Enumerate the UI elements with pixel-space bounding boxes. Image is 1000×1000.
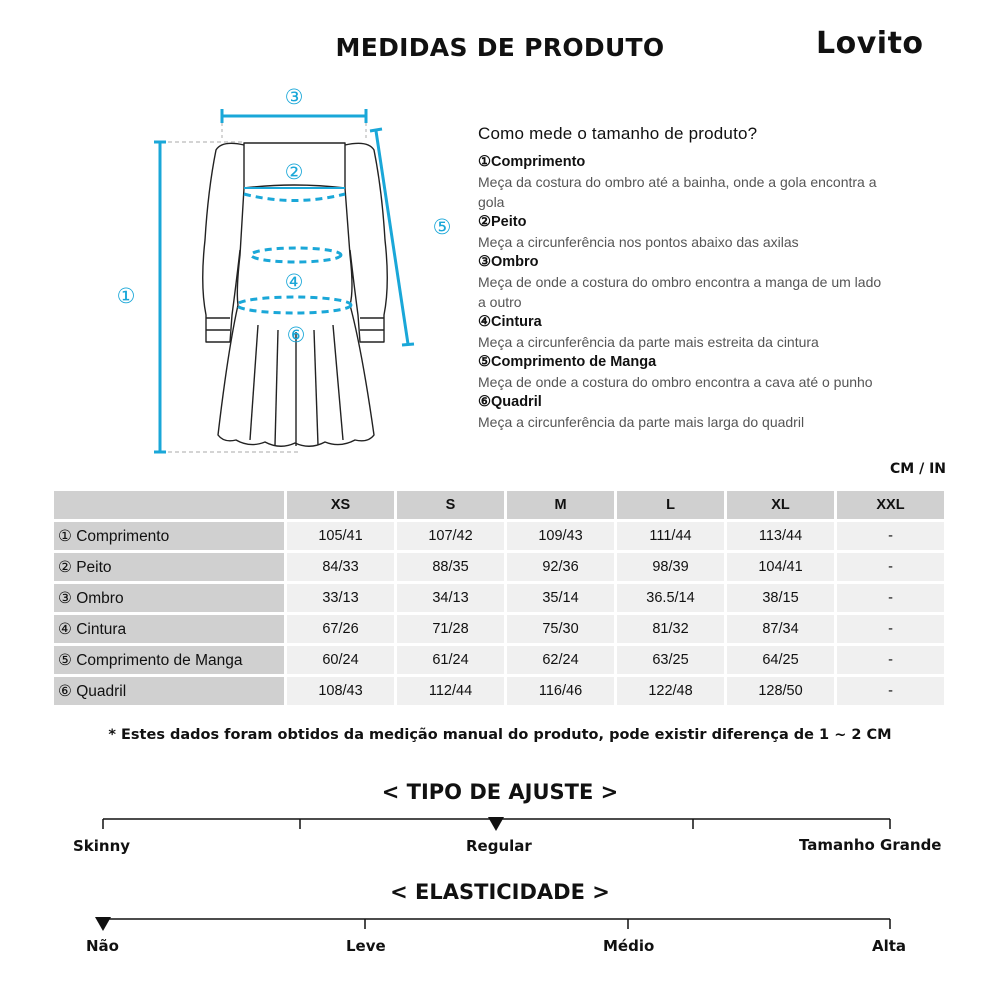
table-cell: 109/43 — [507, 522, 614, 550]
table-cell: 60/24 — [287, 646, 394, 674]
elasticity-scale — [0, 905, 1000, 945]
guide-item-desc: gola — [478, 194, 505, 210]
table-cell: 105/41 — [287, 522, 394, 550]
table-cell: 38/15 — [727, 584, 834, 612]
table-row — [54, 646, 944, 674]
table-cell: 36.5/14 — [617, 584, 724, 612]
table-row — [54, 615, 944, 643]
measurement-note: * Estes dados foram obtidos da medição manual do produto, pode existir diferença de 1 ~ 2 CM — [108, 727, 892, 743]
guide-item-title: ⑤Comprimento de Manga — [478, 354, 657, 370]
elasticity-label-light: Leve — [346, 937, 386, 955]
elasticity-label-medium: Médio — [603, 937, 655, 955]
guide-item — [478, 352, 918, 392]
table-cell: - — [837, 584, 944, 612]
guide-item-title: ⑥Quadril — [478, 394, 542, 410]
table-cell: 128/50 — [727, 677, 834, 705]
dress-diagram — [80, 78, 460, 463]
guide-item — [478, 392, 918, 432]
table-cell: 87/34 — [727, 615, 834, 643]
table-cell: 35/14 — [507, 584, 614, 612]
guide-item-title: ③Ombro — [478, 254, 539, 270]
table-cell: 33/13 — [287, 584, 394, 612]
table-cell: 75/30 — [507, 615, 614, 643]
table-corner — [54, 491, 284, 519]
table-cell: 113/44 — [727, 522, 834, 550]
guide-item-title: ①Comprimento — [478, 154, 586, 170]
table-header-row — [54, 491, 944, 519]
table-cell: 62/24 — [507, 646, 614, 674]
marker-length: ① — [116, 284, 136, 308]
table-cell: 67/26 — [287, 615, 394, 643]
table-cell: 108/43 — [287, 677, 394, 705]
size-header: M — [507, 491, 614, 519]
fit-selected-marker — [488, 817, 504, 831]
guide-item-title: ②Peito — [478, 214, 527, 230]
guide-heading: Como mede o tamanho de produto? — [478, 124, 758, 143]
row-label: ⑤ Comprimento de Manga — [54, 646, 284, 674]
guide-item-desc: Meça de onde a costura do ombro encontra a manga de um lado — [478, 274, 882, 290]
guide-item — [478, 252, 918, 312]
measurement-guide — [478, 124, 918, 432]
guide-item — [478, 312, 918, 352]
table-cell: 98/39 — [617, 553, 724, 581]
table-cell: 122/48 — [617, 677, 724, 705]
guide-item-desc: Meça de onde a costura do ombro encontra a cava até o punho — [478, 374, 873, 390]
guide-item-desc: Meça da costura do ombro até a bainha, onde a gola encontra a — [478, 174, 877, 190]
table-cell: 71/28 — [397, 615, 504, 643]
table-cell: 81/32 — [617, 615, 724, 643]
table-cell: - — [837, 677, 944, 705]
table-cell: 88/35 — [397, 553, 504, 581]
size-header: L — [617, 491, 724, 519]
table-cell: 64/25 — [727, 646, 834, 674]
size-header: S — [397, 491, 504, 519]
elasticity-selected-marker — [95, 917, 111, 931]
table-cell: 107/42 — [397, 522, 504, 550]
table-cell: - — [837, 615, 944, 643]
table-row — [54, 553, 944, 581]
guide-item-title: ④Cintura — [478, 314, 542, 330]
row-label: ① Comprimento — [54, 522, 284, 550]
guide-item-desc: a outro — [478, 294, 522, 310]
guide-item-desc: Meça a circunferência da parte mais estreita da cintura — [478, 334, 819, 350]
table-cell: 92/36 — [507, 553, 614, 581]
fit-label-skinny: Skinny — [73, 837, 131, 855]
table-row — [54, 584, 944, 612]
row-label: ④ Cintura — [54, 615, 284, 643]
marker-hip: ⑥ — [286, 323, 306, 347]
fit-label-large: Tamanho Grande — [799, 836, 942, 854]
brand-logo: Lovito — [816, 26, 924, 61]
table-row — [54, 522, 944, 550]
size-header: XXL — [837, 491, 944, 519]
guide-item — [478, 152, 918, 212]
table-cell: - — [837, 522, 944, 550]
unit-label: CM / IN — [890, 461, 946, 477]
elasticity-label-high: Alta — [872, 937, 907, 955]
table-cell: - — [837, 646, 944, 674]
elasticity-label-none: Não — [86, 937, 119, 955]
table-cell: 116/46 — [507, 677, 614, 705]
table-cell: 84/33 — [287, 553, 394, 581]
table-cell: 111/44 — [617, 522, 724, 550]
fit-title: < TIPO DE AJUSTE > — [381, 780, 619, 804]
table-cell: 63/25 — [617, 646, 724, 674]
table-cell: 61/24 — [397, 646, 504, 674]
guide-item — [478, 212, 918, 252]
elasticity-title: < ELASTICIDADE > — [390, 880, 610, 904]
table-cell: 104/41 — [727, 553, 834, 581]
row-label: ③ Ombro — [54, 584, 284, 612]
fit-label-regular: Regular — [466, 837, 532, 855]
page-title: MEDIDAS DE PRODUTO — [335, 33, 665, 62]
row-label: ⑥ Quadril — [54, 677, 284, 705]
size-header: XS — [287, 491, 394, 519]
marker-shoulder: ③ — [284, 85, 304, 109]
row-label: ② Peito — [54, 553, 284, 581]
marker-bust: ② — [284, 160, 304, 184]
size-table — [51, 488, 947, 708]
size-header: XL — [727, 491, 834, 519]
table-cell: 112/44 — [397, 677, 504, 705]
marker-sleeve: ⑤ — [432, 215, 452, 239]
table-row — [54, 677, 944, 705]
guide-item-desc: Meça a circunferência nos pontos abaixo das axilas — [478, 234, 799, 250]
table-cell: - — [837, 553, 944, 581]
marker-waist: ④ — [284, 270, 304, 294]
table-cell: 34/13 — [397, 584, 504, 612]
guide-item-desc: Meça a circunferência da parte mais larga do quadril — [478, 414, 805, 430]
